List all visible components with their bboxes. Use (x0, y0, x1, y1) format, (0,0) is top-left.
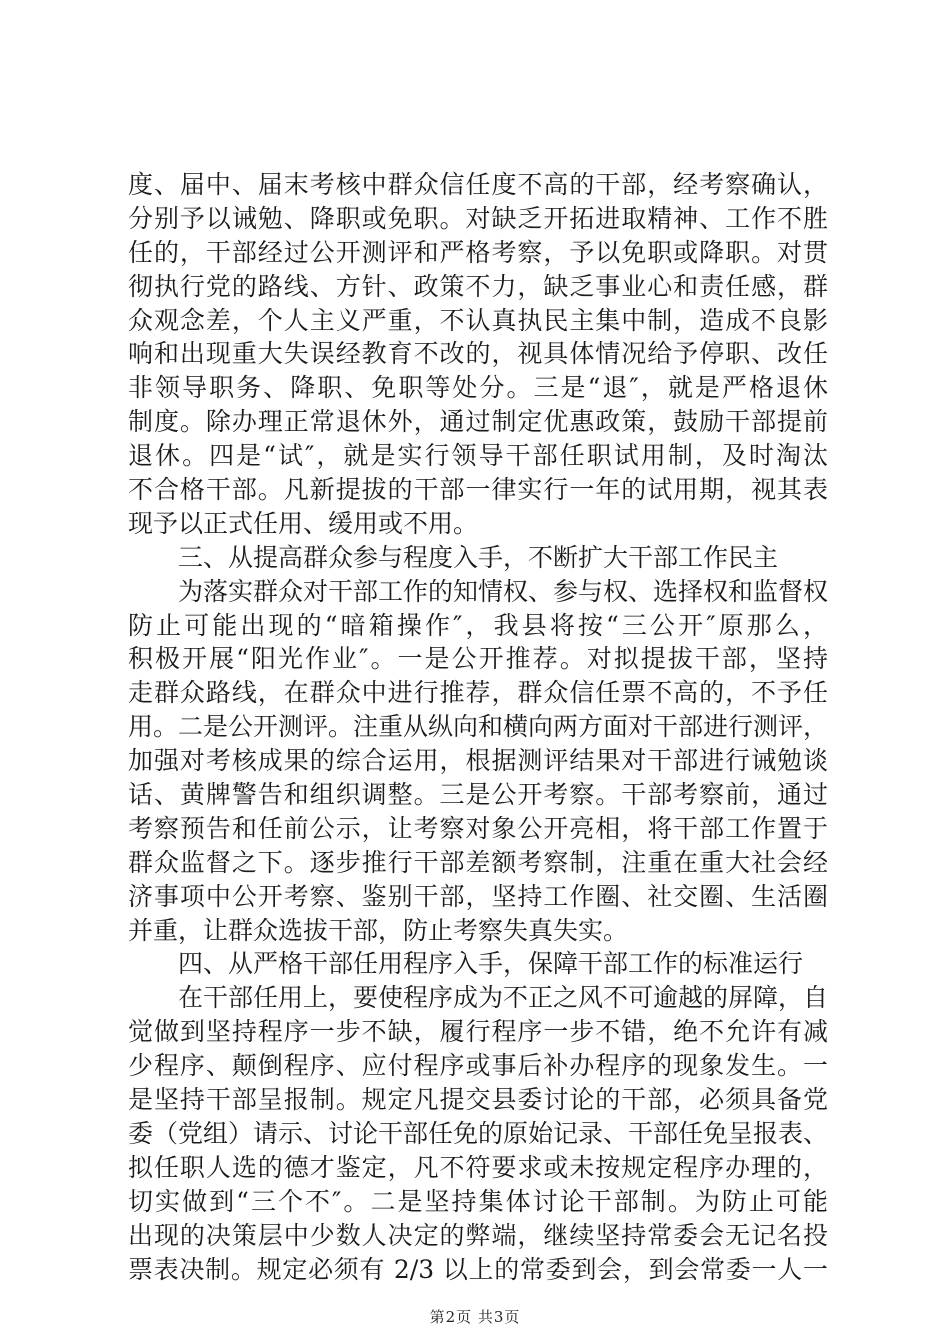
text-line: 委（党组）请示、讨论干部任免的原始记录、干部任免呈报表、 (128, 1118, 829, 1148)
text-line: 是坚持干部呈报制。规定凡提交县委讨论的干部，必须具备党 (128, 1085, 828, 1115)
text-line: 在干部任用上，要使程序成为不正之风不可逾越的屏障，自 (178, 983, 829, 1013)
text-line: 加强对考核成果的综合运用，根据测评结果对干部进行诫勉谈 (128, 746, 828, 776)
text-line: 票表决制。规定必须有 2/3 以上的常委到会，到会常委一人一 (128, 1254, 828, 1284)
text-line: 为落实群众对干部工作的知情权、参与权、选择权和监督权 (178, 576, 829, 606)
text-line: 防止可能出现的“暗箱操作″，我县将按“三公开″原那么， (128, 610, 828, 640)
text-line: 任的，干部经过公开测评和严格考察，予以免职或降职。对贯 (128, 237, 828, 267)
text-line: 积极开展“阳光作业″。一是公开推荐。对拟提拔干部，坚持 (128, 644, 828, 674)
text-line: 彻执行党的路线、方针、政策不力，缺乏事业心和责任感，群 (128, 271, 828, 301)
text-line: 考察预告和任前公示，让考察对象公开亮相，将干部工作置于 (128, 813, 828, 843)
text-line: 三、从提高群众参与程度入手，不断扩大干部工作民主 (178, 542, 779, 572)
text-line: 群众监督之下。逐步推行干部差额考察制，注重在重大社会经 (128, 847, 828, 877)
text-line: 并重，让群众选拔干部，防止考察失真失实。 (128, 915, 629, 945)
text-line: 四、从严格干部任用程序入手，保障干部工作的标准运行 (178, 949, 804, 979)
text-line: 分别予以诫勉、降职或免职。对缺乏开拓进取精神、工作不胜 (128, 203, 828, 233)
text-line: 济事项中公开考察、鉴别干部，坚持工作圈、社交圈、生活圈 (128, 881, 828, 911)
text-line: 走群众路线，在群众中进行推荐，群众信任票不高的，不予任 (128, 678, 828, 708)
page-footer: 第2页 共3页 (429, 1308, 521, 1326)
text-line: 众观念差，个人主义严重，不认真执民主集中制，造成不良影 (128, 305, 828, 335)
text-line: 度、届中、届末考核中群众信任度不高的干部，经考察确认， (128, 170, 828, 199)
text-line: 切实做到“三个不″。二是坚持集体讨论干部制。为防止可能 (128, 1186, 828, 1216)
body-text (128, 168, 828, 1286)
text-line: 退休。四是“试″，就是实行领导干部任职试用制，及时淘汰 (128, 441, 828, 471)
text-line: 话、黄牌警告和组织调整。三是公开考察。干部考察前，通过 (128, 780, 828, 810)
text-line: 不合格干部。凡新提拔的干部一律实行一年的试用期，视其表 (128, 475, 828, 505)
text-line: 出现的决策层中少数人决定的弊端，继续坚持常委会无记名投 (128, 1220, 828, 1250)
text-line: 响和出现重大失误经教育不改的，视具体情况给予停职、改任 (128, 339, 828, 369)
text-line: 现予以正式任用、缓用或不用。 (128, 508, 479, 538)
text-line: 少程序、颠倒程序、应付程序或事后补办程序的现象发生。一 (128, 1051, 828, 1081)
text-line: 拟任职人选的德才鉴定，凡不符要求或未按规定程序办理的， (128, 1152, 828, 1182)
text-line: 用。二是公开测评。注重从纵向和横向两方面对干部进行测评， (128, 712, 829, 742)
text-line: 觉做到坚持程序一步不缺，履行程序一步不错，绝不允许有减 (128, 1017, 828, 1047)
text-line: 制度。除办理正常退休外，通过制定优惠政策，鼓励干部提前 (128, 407, 828, 437)
text-line: 非领导职务、降职、免职等处分。三是“退″，就是严格退休 (128, 373, 828, 403)
